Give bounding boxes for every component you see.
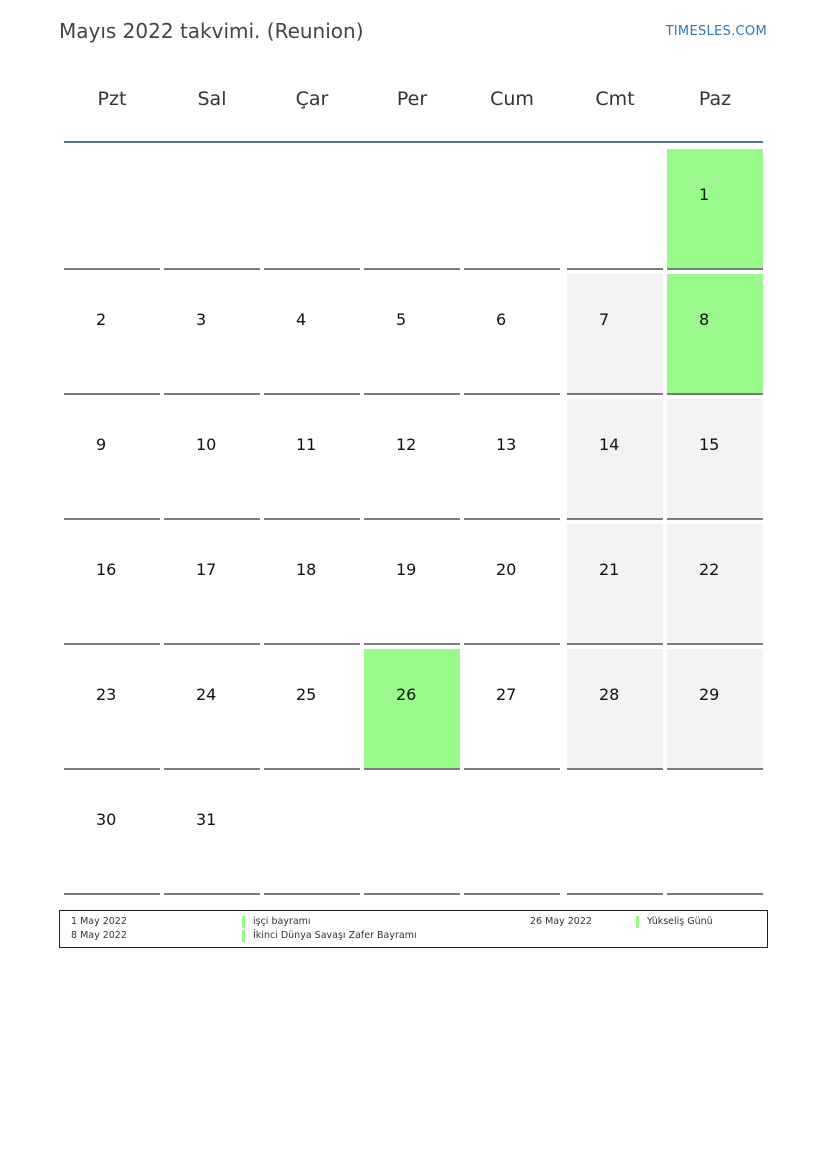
day-number: 23 bbox=[96, 685, 117, 704]
day-cell[interactable] bbox=[64, 774, 160, 895]
day-number: 31 bbox=[196, 810, 217, 829]
day-cell[interactable] bbox=[364, 274, 460, 395]
weekday-label: Paz bbox=[698, 88, 732, 110]
day-cell[interactable] bbox=[667, 524, 763, 645]
day-cell[interactable] bbox=[667, 399, 763, 520]
day-cell[interactable] bbox=[667, 149, 763, 270]
day-number: 9 bbox=[96, 435, 107, 454]
empty-day-cell bbox=[364, 149, 460, 270]
day-number: 19 bbox=[396, 560, 417, 579]
empty-day-cell bbox=[667, 774, 763, 895]
day-number: 14 bbox=[599, 435, 620, 454]
legend-date: 26 May 2022 bbox=[530, 916, 592, 927]
day-number: 2 bbox=[96, 310, 107, 329]
day-number: 3 bbox=[196, 310, 207, 329]
day-cell[interactable] bbox=[164, 649, 260, 770]
day-cell[interactable] bbox=[164, 774, 260, 895]
day-cell[interactable] bbox=[364, 399, 460, 520]
weekday-label: Pzt bbox=[97, 88, 127, 110]
day-number: 7 bbox=[599, 310, 610, 329]
header-divider bbox=[64, 141, 763, 143]
day-number: 20 bbox=[496, 560, 517, 579]
day-number: 16 bbox=[96, 560, 117, 579]
legend-date: 1 May 2022 bbox=[71, 916, 127, 927]
day-number: 22 bbox=[699, 560, 720, 579]
day-number: 25 bbox=[296, 685, 317, 704]
day-cell[interactable] bbox=[264, 399, 360, 520]
weekday-header bbox=[64, 88, 763, 120]
day-cell[interactable] bbox=[464, 524, 560, 645]
day-number: 28 bbox=[599, 685, 620, 704]
day-number: 1 bbox=[699, 185, 710, 204]
day-cell[interactable] bbox=[567, 399, 663, 520]
day-number: 12 bbox=[396, 435, 417, 454]
day-number: 27 bbox=[496, 685, 517, 704]
day-cell[interactable] bbox=[264, 274, 360, 395]
day-cell[interactable] bbox=[64, 399, 160, 520]
weekday-label: Cmt bbox=[595, 88, 635, 110]
page-title: Mayıs 2022 takvimi. (Reunion) bbox=[59, 19, 364, 43]
brand-link[interactable]: TIMESLES.COM bbox=[665, 24, 767, 39]
day-number: 18 bbox=[296, 560, 317, 579]
day-cell[interactable] bbox=[64, 274, 160, 395]
weekday-label: Sal bbox=[197, 88, 227, 110]
day-cell[interactable] bbox=[667, 274, 763, 395]
weekday-label: Cum bbox=[490, 88, 534, 110]
day-number: 6 bbox=[496, 310, 507, 329]
day-cell[interactable] bbox=[164, 274, 260, 395]
day-cell[interactable] bbox=[364, 524, 460, 645]
day-number: 30 bbox=[96, 810, 117, 829]
empty-day-cell bbox=[364, 774, 460, 895]
day-cell[interactable] bbox=[164, 524, 260, 645]
empty-day-cell bbox=[164, 149, 260, 270]
day-number: 29 bbox=[699, 685, 720, 704]
day-cell[interactable] bbox=[567, 274, 663, 395]
day-cell[interactable] bbox=[567, 524, 663, 645]
day-cell[interactable] bbox=[567, 649, 663, 770]
day-number: 21 bbox=[599, 560, 620, 579]
day-cell[interactable] bbox=[64, 524, 160, 645]
day-number: 4 bbox=[296, 310, 307, 329]
day-number: 13 bbox=[496, 435, 517, 454]
day-cell[interactable] bbox=[264, 524, 360, 645]
day-cell[interactable] bbox=[464, 399, 560, 520]
day-cell[interactable] bbox=[64, 649, 160, 770]
weekday-label: Per bbox=[396, 88, 428, 110]
day-cell[interactable] bbox=[264, 649, 360, 770]
day-number: 10 bbox=[196, 435, 217, 454]
holiday-legend bbox=[59, 910, 768, 948]
day-cell[interactable] bbox=[364, 649, 460, 770]
day-number: 26 bbox=[396, 685, 417, 704]
weekday-label: Çar bbox=[295, 88, 329, 110]
empty-day-cell bbox=[567, 774, 663, 895]
day-number: 5 bbox=[396, 310, 407, 329]
day-cell[interactable] bbox=[164, 399, 260, 520]
legend-holiday-name: Yükseliş Günü bbox=[636, 916, 713, 928]
day-number: 17 bbox=[196, 560, 217, 579]
day-number: 24 bbox=[196, 685, 217, 704]
day-cell[interactable] bbox=[667, 649, 763, 770]
empty-day-cell bbox=[464, 149, 560, 270]
day-cell[interactable] bbox=[464, 274, 560, 395]
day-number: 8 bbox=[699, 310, 710, 329]
day-cell[interactable] bbox=[464, 649, 560, 770]
empty-day-cell bbox=[567, 149, 663, 270]
legend-holiday-name: İkinci Dünya Savaşı Zafer Bayramı bbox=[242, 930, 417, 942]
empty-day-cell bbox=[464, 774, 560, 895]
empty-day-cell bbox=[64, 149, 160, 270]
legend-holiday-name: işçi bayramı bbox=[242, 916, 311, 928]
legend-date: 8 May 2022 bbox=[71, 930, 127, 941]
day-number: 15 bbox=[699, 435, 720, 454]
empty-day-cell bbox=[264, 149, 360, 270]
day-number: 11 bbox=[296, 435, 317, 454]
empty-day-cell bbox=[264, 774, 360, 895]
